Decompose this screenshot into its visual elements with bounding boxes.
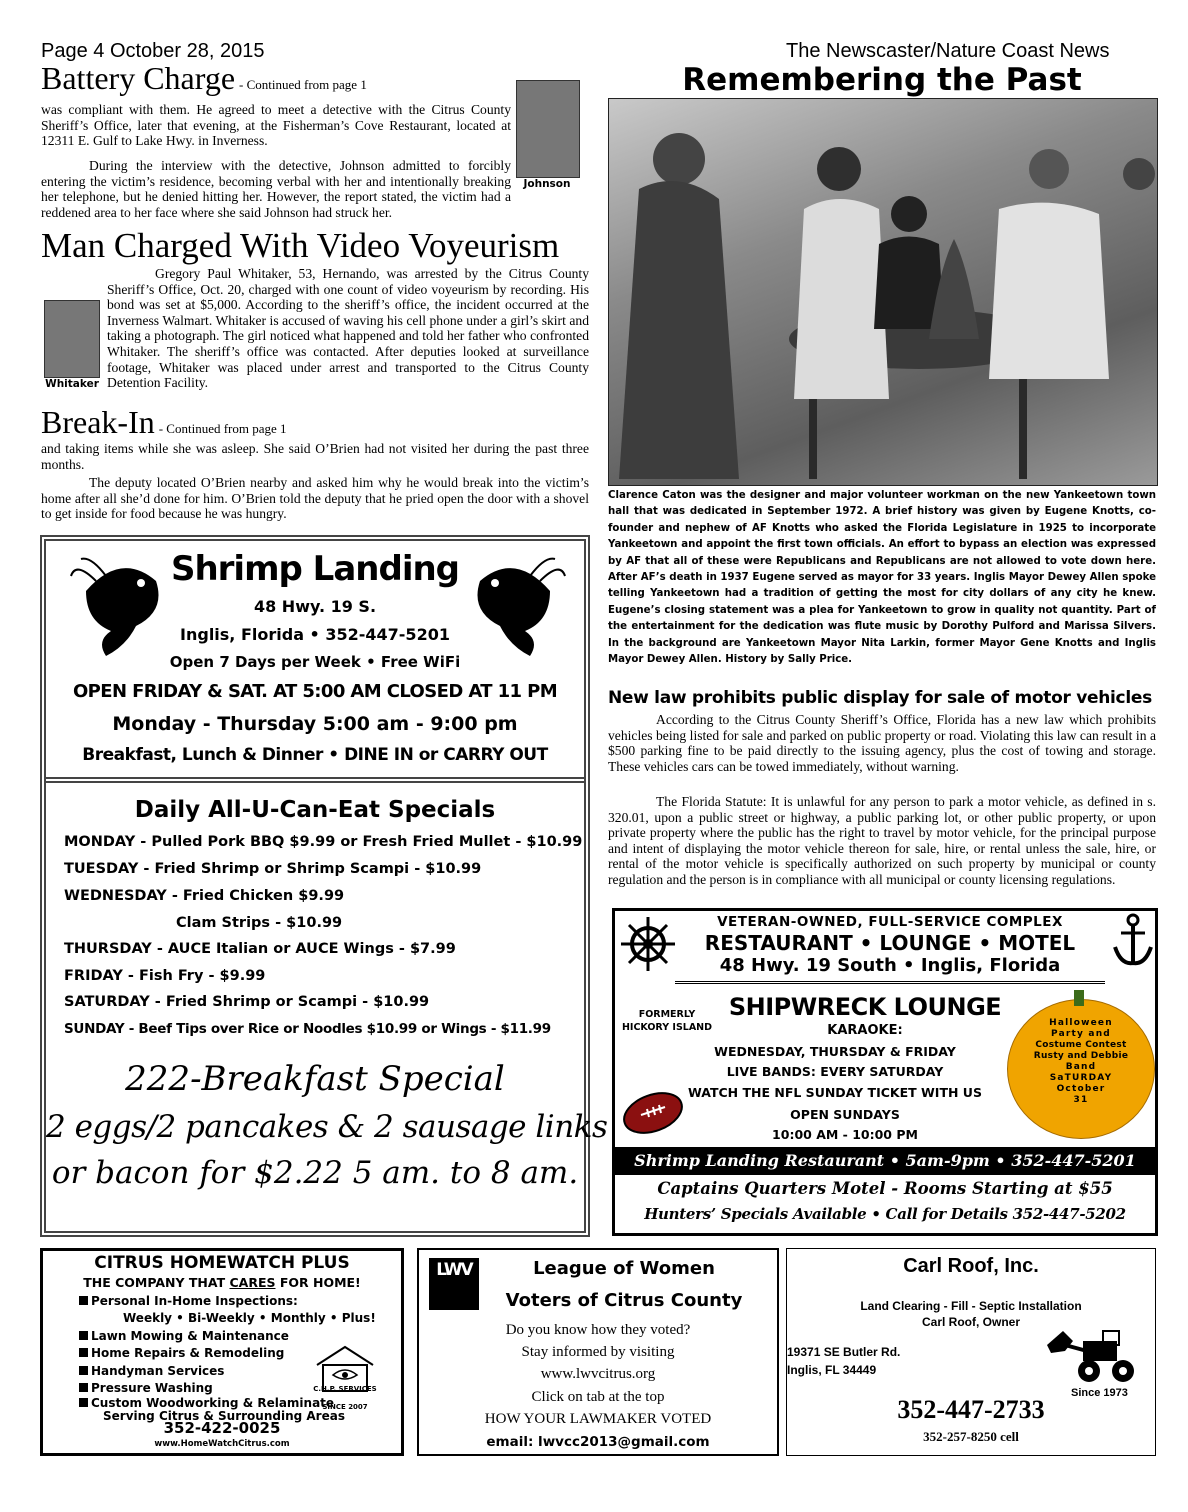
shrimp-landing-bar: Shrimp Landing Restaurant • 5am-9pm • 352-447-5201 <box>615 1147 1155 1175</box>
service-item: Pressure Washing <box>79 1380 376 1397</box>
photo-sketch <box>609 99 1157 485</box>
shipwreck-veteran: VETERAN-OWNED, FULL-SERVICE COMPLEX <box>717 914 1063 930</box>
voyeur-title: Man Charged With Video Voyeurism <box>41 226 560 265</box>
battery-title: Battery Charge <box>41 60 236 96</box>
special-friday: FRIDAY - Fish Fry - $9.99 <box>64 968 266 984</box>
newlaw-p1: According to the Citrus County Sheriff’s Office, Florida has a new law which prohibits vehicles being listed for sale and parked on public property or road. Violating this law can result in a $500 parking fine to be paid directly to the issuing agency, plus the cost of towing and storage. These vehicles cars can be towed immediately, without warning. <box>608 712 1156 774</box>
whitaker-caption: Whitaker <box>45 378 99 390</box>
lwv-line2: Stay informed by visiting <box>521 1344 675 1360</box>
open-sundays: OPEN SUNDAYS <box>790 1107 900 1122</box>
formerly-label: FORMERLY <box>638 1009 696 1020</box>
special-monday: MONDAY - Pulled Pork BBQ $9.99 or Fresh Fried Mullet - $10.99 <box>64 834 583 850</box>
lwv-line5: HOW YOUR LAWMAKER VOTED <box>484 1411 712 1427</box>
remember-caption: Clarence Caton was the designer and major volunteer workman on the new Yankeetown town hall that was dedicated in September 1972. A brief history was given by Eugene Knotts, co-founder and nephew of AF Knotts who asked the Florida Legislature in 1925 to incorporate Yankeetown and appoint the first town officials. An effort to bypass an election was expressed by AF that all of these were Republicans and Republicans are not allowed to vote down here. After AF’s death in 1937 Eugene served as mayor for 33 years. Inglis Mayor Dewey Allen spoke telling Yankeetown had a tradition of getting the most for city dollars of any city he knew. Eugene’s closing statement was a plea for Yankeetown to grow in quality not quantity. Part of the entertainment for the dedication was flute music by Dorothy Pulford and Marissa Silvers. In the background are Yankeetown Mayor Nita Larkin, former Mayor Gene Knotts and Inglis Mayor Dewey Allen. History by Sally Price. <box>608 490 1156 666</box>
carl-name: Carl Roof, Inc. <box>903 1255 1039 1277</box>
breakfast-title: 222-Breakfast Special <box>125 1059 505 1099</box>
shipwreck-rlm: RESTAURANT • LOUNGE • MOTEL <box>704 931 1076 955</box>
carl-cell: 352-257-8250 cell <box>923 1429 1019 1444</box>
halloween-line: Party and <box>1051 1029 1111 1039</box>
battery-p2: During the interview with the detective, Johnson admitted to forcibly entering the victim’s residence, becoming verbal with her and intentionally breaking her telephone, but he denied hitting her. However, the report stated, the victim had a reddened area to her face where she said Johnson had struck her. <box>41 158 511 220</box>
voyeur-p1: Gregory Paul Whitaker, 53, Hernando, was arrested by the Citrus County Sheriff’s Office, Oct. 20, charged with one count of video voyeurism by recording. His bond was set at $5,000. According to the sheriff’s office, the incident occurred at the Inverness Walmart. Whitaker is accused of waving his cell phone under a girl’s skirt and taking a photograph. The girl noticed what happened and told her father who confronted Whitaker. The sheriff’s office was contacted. After deputies looked at surveillance footage, Whitaker was placed under arrest and transported to the Citrus County Detention Facility. <box>107 266 589 391</box>
hunters-specials: Hunters’ Specials Available • Call for Details 352-447-5202 <box>644 1205 1126 1223</box>
shrimp-monthu: Monday - Thursday 5:00 am - 9:00 pm <box>112 713 518 735</box>
breakin-headline <box>41 404 589 441</box>
breakin-continued: - Continued from page 1 <box>158 421 287 436</box>
halloween-line: SaTURDAY <box>1049 1073 1113 1083</box>
homewatch-web: www.HomeWatchCitrus.com <box>154 1439 290 1449</box>
since-2007: SINCE 2007 <box>322 1403 368 1411</box>
breakin-p1: and taking items while she was asleep. She said O’Brien had not visited her during the past three months. <box>41 441 589 472</box>
special-wednesday: WEDNESDAY - Fried Chicken $9.99 <box>64 888 345 904</box>
pumpkin-stem <box>1074 990 1084 1006</box>
service-frequency: Weekly • Bi-Weekly • Monthly • Plus! <box>123 1311 376 1326</box>
service-item: Custom Woodworking & Relaminate <box>79 1397 376 1410</box>
shrimp-friday: OPEN FRIDAY & SAT. AT 5:00 AM CLOSED AT 11 PM <box>72 681 558 702</box>
special-tuesday: TUESDAY - Fried Shrimp or Shrimp Scampi - $10.99 <box>64 861 482 877</box>
bullet-icon <box>79 1383 88 1392</box>
bullet-icon <box>79 1366 88 1375</box>
lwv-email: email: lwvcc2013@gmail.com <box>486 1434 710 1450</box>
historic-photo <box>608 98 1158 486</box>
tagline-pre: THE COMPANY THAT <box>83 1275 230 1290</box>
chp-logo-text: C.H.P. SERVICES <box>313 1385 377 1393</box>
halloween-text <box>1008 1018 1154 1106</box>
breakfast-line1: 2 eggs/2 pancakes & 2 sausage links <box>46 1109 608 1145</box>
lwv-name-2: Voters of Citrus County <box>505 1290 743 1311</box>
halloween-line: Halloween <box>1049 1018 1113 1028</box>
shrimp-meals: Breakfast, Lunch & Dinner • DINE IN or CARRY OUT <box>82 745 548 765</box>
shrimp-name: Shrimp Landing <box>170 549 460 589</box>
carl-since: Since 1973 <box>1071 1387 1128 1399</box>
ship-wheel-icon <box>619 915 677 973</box>
carl-phone: 352-447-2733 <box>897 1395 1045 1424</box>
battery-p1: was compliant with them. He agreed to meet a detective with the Citrus County Sheriff’s Office, later that evening, at the Fisherman’s Cove Restaurant, located at 12311 E. Gulf to Lake Hwy. in Inverness. <box>41 102 511 149</box>
shipwreck-divider <box>675 981 1105 984</box>
halloween-line: Rusty and Debbie <box>1033 1051 1129 1061</box>
shrimp-city-phone: Inglis, Florida • 352-447-5201 <box>180 625 450 644</box>
nfl-ticket: WATCH THE NFL SUNDAY TICKET WITH US <box>688 1085 982 1100</box>
service-item: Lawn Mowing & Maintenance <box>79 1328 376 1345</box>
tagline-post: FOR HOME! <box>275 1275 361 1290</box>
captains-quarters: Captains Quarters Motel - Rooms Starting at $55 <box>657 1179 1113 1198</box>
serving-area: Serving Citrus & Surrounding Areas <box>103 1409 345 1424</box>
lwv-name-1: League of Women <box>533 1258 715 1279</box>
halloween-line: October <box>1056 1084 1106 1094</box>
shipwreck-address: 48 Hwy. 19 South • Inglis, Florida <box>719 955 1061 976</box>
battery-continued: - Continued from page 1 <box>239 77 367 92</box>
shrimp-address: 48 Hwy. 19 S. <box>253 597 377 616</box>
sunday-hours: 10:00 AM - 10:00 PM <box>772 1127 918 1142</box>
carl-services: Land Clearing - Fill - Septic Installation <box>860 1299 1082 1313</box>
bullet-icon <box>79 1296 88 1305</box>
homewatch-phone: 352-422-0025 <box>163 1419 281 1437</box>
tagline-cares: CARES <box>229 1275 276 1290</box>
breakfast-line2: or bacon for $2.22 5 am. to 8 am. <box>51 1155 579 1191</box>
paper-name: The Newscaster/Nature Coast News <box>786 40 1110 62</box>
shrimp-landing-ad <box>40 535 608 1237</box>
bullet-icon <box>79 1331 88 1340</box>
homewatch-ad <box>40 1248 404 1456</box>
special-thursday: THURSDAY - AUCE Italian or AUCE Wings - $7.99 <box>64 941 456 957</box>
carl-address-1: 19371 SE Butler Rd. <box>787 1345 901 1359</box>
bullet-icon <box>79 1398 88 1407</box>
hickory-island: HICKORY ISLAND <box>621 1022 713 1033</box>
bullet-icon <box>79 1348 88 1357</box>
special-saturday: SATURDAY - Fried Shrimp or Scampi - $10.99 <box>64 994 430 1010</box>
shrimp-divider <box>46 777 584 783</box>
voyeur-body <box>41 266 589 424</box>
service-item: Home Repairs & Remodeling <box>79 1345 376 1362</box>
homewatch-tagline <box>43 1275 401 1290</box>
lwv-line4: Click on tab at the top <box>531 1389 665 1405</box>
special-sunday: SUNDAY - Beef Tips over Rice or Noodles $10.99 or Wings - $11.99 <box>64 1021 551 1037</box>
lwv-ad <box>417 1248 779 1456</box>
lwv-website: www.lwvcitrus.org <box>540 1366 656 1382</box>
shrimp-open7: Open 7 Days per Week • Free WiFi <box>169 653 461 671</box>
lwv-line1: Do you know how they voted? <box>505 1322 691 1338</box>
specials-title: Daily All-U-Can-Eat Specials <box>134 797 496 823</box>
lwv-logo: LWV <box>429 1258 479 1310</box>
page-date: Page 4 October 28, 2015 <box>41 40 265 62</box>
remember-title: Remembering the Past <box>682 62 1082 98</box>
johnson-photo <box>516 80 580 178</box>
halloween-line: 31 <box>1073 1095 1089 1105</box>
halloween-line: Costume Contest <box>1035 1040 1127 1050</box>
service-item: Handyman Services <box>79 1363 376 1380</box>
newlaw-p2: The Florida Statute: It is unlawful for any person to park a motor vehicle, as defined in s. 320.01, upon a public street or highway, a public parking lot, or other public property, or upon private property where the public has the right to travel by motor vehicle, for the principal purpose and intent of displaying the motor vehicle thereon for sale, hire, or rental unless the sale, hire, or rental of the motor vehicle is specifically authorized on such property by municipal or county regulation and the person is in compliance with all municipal or county licensing regulations. <box>608 794 1156 887</box>
bulldozer-icon <box>1043 1327 1143 1385</box>
pumpkin <box>1007 999 1155 1139</box>
service-item: Personal In-Home Inspections: <box>79 1293 376 1310</box>
shipwreck-name: SHIPWRECK LOUNGE <box>728 993 1002 1021</box>
halloween-line: Band <box>1065 1062 1097 1072</box>
karaoke-days: WEDNESDAY, THURSDAY & FRIDAY <box>714 1044 956 1059</box>
breakin-title: Break-In <box>41 404 155 440</box>
football-icon <box>619 1087 687 1139</box>
live-bands: LIVE BANDS: EVERY SATURDAY <box>726 1064 944 1079</box>
carl-roof-ad <box>786 1248 1156 1456</box>
battery-headline <box>41 60 541 97</box>
carl-address-2: Inglis, FL 34449 <box>787 1363 877 1377</box>
anchor-icon <box>1111 913 1155 969</box>
homewatch-title: CITRUS HOMEWATCH PLUS <box>94 1253 350 1273</box>
newlaw-title: New law prohibits public display for sale of motor vehicles <box>608 688 1152 708</box>
shipwreck-ad <box>612 908 1158 1236</box>
breakin-p2: The deputy located O’Brien nearby and asked him why he would break into the victim’s home after all she’d done for him. O’Brien told the deputy that he pried open the door with a shovel to get inside for food because he was hungry. <box>41 475 589 522</box>
carl-owner: Carl Roof, Owner <box>921 1315 1020 1329</box>
karaoke-label: KARAOKE: <box>827 1023 903 1038</box>
johnson-caption: Johnson <box>523 178 571 190</box>
special-clam-strips: Clam Strips - $10.99 <box>176 915 343 931</box>
